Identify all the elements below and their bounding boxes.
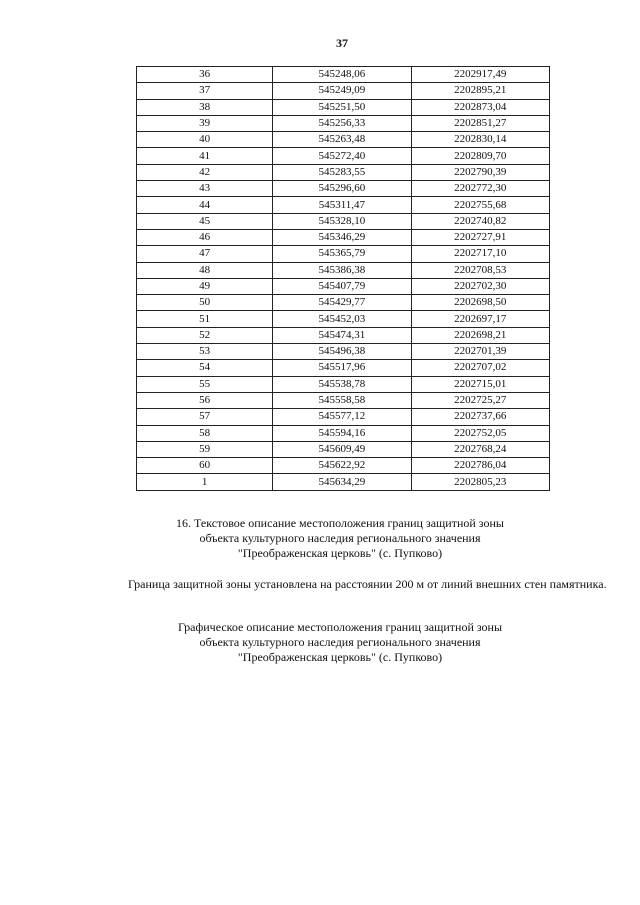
y-coordinate-cell: 2202701,39: [411, 344, 549, 360]
table-row: [137, 295, 550, 311]
x-coordinate-cell: 545407,79: [273, 278, 411, 294]
point-number-cell: 55: [137, 376, 273, 392]
point-number-cell: 1: [137, 474, 273, 490]
y-coordinate-cell: 2202727,91: [411, 229, 549, 245]
point-number-cell: 57: [137, 409, 273, 425]
y-coordinate-cell: 2202895,21: [411, 83, 549, 99]
point-number-cell: 49: [137, 278, 273, 294]
point-number-cell: 46: [137, 229, 273, 245]
table-row: [137, 262, 550, 278]
table-row: [137, 132, 550, 148]
table-row: [137, 409, 550, 425]
point-number-cell: 47: [137, 246, 273, 262]
y-coordinate-cell: 2202830,14: [411, 132, 549, 148]
x-coordinate-cell: 545249,09: [273, 83, 411, 99]
table-row: [137, 148, 550, 164]
point-number-cell: 40: [137, 132, 273, 148]
point-number-cell: 38: [137, 99, 273, 115]
y-coordinate-cell: 2202708,53: [411, 262, 549, 278]
point-number-cell: 41: [137, 148, 273, 164]
point-number-cell: 59: [137, 441, 273, 457]
point-number-cell: 39: [137, 115, 273, 131]
point-number-cell: 43: [137, 181, 273, 197]
point-number-cell: 44: [137, 197, 273, 213]
point-number-cell: 52: [137, 327, 273, 343]
table-row: [137, 278, 550, 294]
y-coordinate-cell: 2202740,82: [411, 213, 549, 229]
point-number-cell: 42: [137, 164, 273, 180]
x-coordinate-cell: 545328,10: [273, 213, 411, 229]
x-coordinate-cell: 545594,16: [273, 425, 411, 441]
table-row: [137, 164, 550, 180]
y-coordinate-cell: 2202698,50: [411, 295, 549, 311]
point-number-cell: 60: [137, 458, 273, 474]
x-coordinate-cell: 545634,29: [273, 474, 411, 490]
graphic-heading-line: "Преображенская церковь" (с. Пупково): [237, 650, 443, 664]
y-coordinate-cell: 2202851,27: [411, 115, 549, 131]
section-16-heading: [60, 516, 620, 561]
table-row: [137, 115, 550, 131]
y-coordinate-cell: 2202805,23: [411, 474, 549, 490]
table-row: [137, 344, 550, 360]
table-row: [137, 197, 550, 213]
table-row: [137, 327, 550, 343]
y-coordinate-cell: 2202697,17: [411, 311, 549, 327]
table-row: [137, 376, 550, 392]
table-row: [137, 181, 550, 197]
point-number-cell: 45: [137, 213, 273, 229]
x-coordinate-cell: 545517,96: [273, 360, 411, 376]
y-coordinate-cell: 2202873,04: [411, 99, 549, 115]
section-16-heading-line: 16. Текстовое описание местоположения границ защитной зоны: [176, 516, 504, 530]
graphic-heading-line: объекта культурного наследия регионального значения: [199, 635, 481, 649]
table-row: [137, 474, 550, 490]
x-coordinate-cell: 545263,48: [273, 132, 411, 148]
x-coordinate-cell: 545272,40: [273, 148, 411, 164]
coordinates-table-body: [137, 67, 550, 491]
y-coordinate-cell: 2202752,05: [411, 425, 549, 441]
table-row: [137, 246, 550, 262]
x-coordinate-cell: 545365,79: [273, 246, 411, 262]
point-number-cell: 51: [137, 311, 273, 327]
x-coordinate-cell: 545296,60: [273, 181, 411, 197]
y-coordinate-cell: 2202786,04: [411, 458, 549, 474]
x-coordinate-cell: 545622,92: [273, 458, 411, 474]
table-row: [137, 99, 550, 115]
graphic-heading-line: Графическое описание местоположения границ защитной зоны: [177, 620, 503, 634]
y-coordinate-cell: 2202755,68: [411, 197, 549, 213]
y-coordinate-cell: 2202698,21: [411, 327, 549, 343]
y-coordinate-cell: 2202737,66: [411, 409, 549, 425]
y-coordinate-cell: 2202707,02: [411, 360, 549, 376]
page-number: 37: [336, 36, 348, 50]
point-number-cell: 37: [137, 83, 273, 99]
table-row: [137, 311, 550, 327]
y-coordinate-cell: 2202772,30: [411, 181, 549, 197]
section-16-heading-line: объекта культурного наследия регионального значения: [199, 531, 481, 545]
table-row: [137, 458, 550, 474]
section-16-heading-line: "Преображенская церковь" (с. Пупково): [237, 546, 443, 560]
table-row: [137, 441, 550, 457]
protection-zone-paragraph: Граница защитной зоны установлена на расстоянии 200 м от линий внешних стен памятника.: [128, 577, 607, 591]
point-number-cell: 36: [137, 67, 273, 83]
x-coordinate-cell: 545346,29: [273, 229, 411, 245]
x-coordinate-cell: 545311,47: [273, 197, 411, 213]
table-row: [137, 392, 550, 408]
point-number-cell: 54: [137, 360, 273, 376]
y-coordinate-cell: 2202809,70: [411, 148, 549, 164]
y-coordinate-cell: 2202768,24: [411, 441, 549, 457]
x-coordinate-cell: 545609,49: [273, 441, 411, 457]
point-number-cell: 50: [137, 295, 273, 311]
x-coordinate-cell: 545558,58: [273, 392, 411, 408]
table-row: [137, 229, 550, 245]
y-coordinate-cell: 2202717,10: [411, 246, 549, 262]
coordinates-table: [136, 66, 550, 491]
x-coordinate-cell: 545251,50: [273, 99, 411, 115]
table-row: [137, 213, 550, 229]
table-row: [137, 360, 550, 376]
x-coordinate-cell: 545474,31: [273, 327, 411, 343]
y-coordinate-cell: 2202715,01: [411, 376, 549, 392]
point-number-cell: 58: [137, 425, 273, 441]
point-number-cell: 56: [137, 392, 273, 408]
x-coordinate-cell: 545256,33: [273, 115, 411, 131]
x-coordinate-cell: 545577,12: [273, 409, 411, 425]
x-coordinate-cell: 545386,38: [273, 262, 411, 278]
table-row: [137, 67, 550, 83]
y-coordinate-cell: 2202725,27: [411, 392, 549, 408]
point-number-cell: 48: [137, 262, 273, 278]
table-row: [137, 83, 550, 99]
point-number-cell: 53: [137, 344, 273, 360]
y-coordinate-cell: 2202702,30: [411, 278, 549, 294]
y-coordinate-cell: 2202917,49: [411, 67, 549, 83]
x-coordinate-cell: 545496,38: [273, 344, 411, 360]
x-coordinate-cell: 545452,03: [273, 311, 411, 327]
x-coordinate-cell: 545283,55: [273, 164, 411, 180]
x-coordinate-cell: 545429,77: [273, 295, 411, 311]
y-coordinate-cell: 2202790,39: [411, 164, 549, 180]
graphic-description-heading: [60, 620, 620, 665]
table-row: [137, 425, 550, 441]
x-coordinate-cell: 545248,06: [273, 67, 411, 83]
x-coordinate-cell: 545538,78: [273, 376, 411, 392]
